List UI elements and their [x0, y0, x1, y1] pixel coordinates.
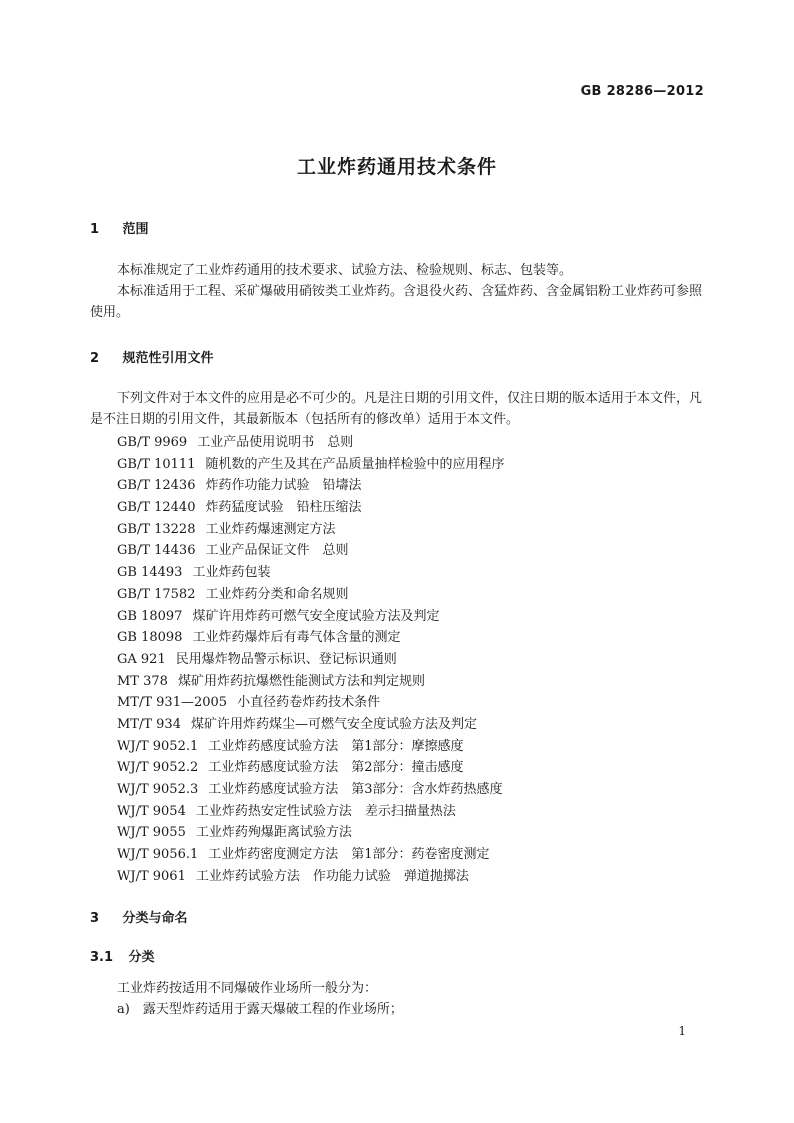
reference-item [117, 736, 505, 758]
section-3-1-heading [90, 946, 155, 965]
section-1-heading [90, 218, 149, 237]
reference-title: 工业炸药爆速测定方法 [205, 521, 336, 537]
classification-intro: 工业炸药按适用不同爆破作业场所一般分为： [117, 981, 378, 996]
reference-code: GB/T 12440 [117, 500, 196, 516]
reference-item [117, 649, 505, 671]
reference-code: WJ/T 9061 [117, 868, 186, 884]
reference-code: GB/T 12436 [117, 478, 196, 494]
reference-code: WJ/T 9056.1 [117, 847, 199, 863]
reference-code: WJ/T 9052.2 [117, 760, 199, 776]
reference-title: 工业炸药爆炸后有毒气体含量的测定 [192, 630, 401, 646]
reference-code: GB/T 13228 [117, 521, 196, 537]
reference-item [117, 584, 505, 606]
reference-code: MT/T 931—2005 [117, 695, 228, 711]
reference-item [117, 454, 505, 476]
scope-paragraph-2: 本标准适用于工程、采矿爆破用硝铵类工业炸药。含退役火药、含猛炸药、含金属铝粉工业炸药可参照使用。 [90, 284, 703, 320]
reference-title: 工业炸药感度试验方法 第2部分：撞击感度 [208, 760, 464, 776]
reference-title: 工业产品保证文件 总则 [205, 543, 349, 559]
section-number: 3 [90, 911, 100, 926]
reference-title: 民用爆炸物品警示标识、登记标识通则 [175, 651, 397, 667]
reference-code: GB 18098 [117, 630, 183, 646]
document-title: 工业炸药通用技术条件 [296, 156, 497, 178]
reference-item [117, 606, 505, 628]
reference-code: MT/T 934 [117, 716, 181, 732]
reference-title: 工业炸药感度试验方法 第1部分：摩擦感度 [208, 738, 464, 754]
reference-title: 工业炸药热安定性试验方法 差示扫描量热法 [195, 803, 456, 819]
section-title: 规范性引用文件 [122, 351, 214, 366]
reference-code: GB 18097 [117, 608, 183, 624]
reference-code: MT 378 [117, 673, 168, 689]
reference-list [117, 432, 505, 887]
reference-title: 工业产品使用说明书 总则 [197, 435, 354, 450]
reference-item [117, 671, 505, 693]
reference-title: 工业炸药密度测定方法 第1部分：药卷密度测定 [208, 847, 490, 863]
section-number: 1 [90, 222, 100, 237]
section-3-heading [90, 907, 188, 926]
page-number: 1 [678, 1024, 686, 1038]
reference-title: 炸药猛度试验 铅柱压缩法 [205, 500, 362, 516]
reference-title: 工业炸药包装 [192, 565, 271, 581]
reference-code: GB/T 14436 [117, 543, 196, 559]
reference-code: GB 14493 [117, 565, 183, 581]
reference-item [117, 540, 505, 562]
reference-title: 炸药作功能力试验 铅壔法 [205, 478, 362, 494]
reference-title: 煤矿用炸药抗爆燃性能测试方法和判定规则 [177, 673, 425, 689]
reference-item [117, 497, 505, 519]
reference-title: 随机数的产生及其在产品质量抽样检验中的应用程序 [205, 456, 505, 472]
reference-item [117, 757, 505, 779]
section-number: 3.1 [90, 950, 114, 965]
reference-code: WJ/T 9052.3 [117, 782, 199, 797]
section-title: 分类 [128, 950, 155, 965]
reference-item [117, 519, 505, 541]
references-intro: 下列文件对于本文件的应用是必不可少的。凡是注日期的引用文件，仅注日期的版本适用于本文件，凡是不注日期的引用文件，其最新版本（包括所有的修改单）适用于本文件。 [90, 391, 703, 427]
reference-title: 工业炸药试验方法 作功能力试验 弹道抛掷法 [195, 868, 469, 884]
reference-item [117, 822, 505, 844]
reference-title: 煤矿许用炸药煤尘—可燃气安全度试验方法及判定 [190, 716, 477, 732]
standard-code: GB 28286—2012 [580, 84, 704, 99]
reference-code: GB/T 17582 [117, 586, 196, 602]
reference-item [117, 714, 505, 736]
reference-item [117, 562, 505, 584]
section-title: 分类与命名 [122, 911, 188, 926]
reference-title: 工业炸药殉爆距离试验方法 [195, 825, 352, 841]
classification-item-a: a) 露天型炸药适用于露天爆破工程的作业场所； [117, 1002, 403, 1017]
reference-title: 小直径药卷炸药技术条件 [237, 695, 381, 711]
reference-title: 煤矿许用炸药可燃气安全度试验方法及判定 [192, 608, 440, 624]
section-2-heading [90, 347, 214, 366]
reference-code: GB/T 9969 [117, 435, 188, 450]
scope-paragraph-1: 本标准规定了工业炸药通用的技术要求、试验方法、检验规则、标志、包装等。 [117, 263, 573, 278]
reference-item [117, 779, 505, 801]
reference-code: GA 921 [117, 651, 166, 667]
reference-item [117, 692, 505, 714]
reference-title: 工业炸药分类和命名规则 [205, 586, 349, 602]
reference-item [117, 844, 505, 866]
reference-item [117, 432, 505, 454]
reference-item [117, 801, 505, 823]
section-number: 2 [90, 351, 100, 366]
reference-item [117, 627, 505, 649]
reference-code: GB/T 10111 [117, 456, 196, 472]
section-title: 范围 [122, 222, 149, 237]
reference-item [117, 475, 505, 497]
reference-code: WJ/T 9055 [117, 825, 186, 841]
reference-title: 工业炸药感度试验方法 第3部分：含水炸药热感度 [208, 782, 503, 797]
reference-code: WJ/T 9054 [117, 803, 186, 819]
reference-item [117, 866, 505, 888]
reference-code: WJ/T 9052.1 [117, 738, 199, 754]
